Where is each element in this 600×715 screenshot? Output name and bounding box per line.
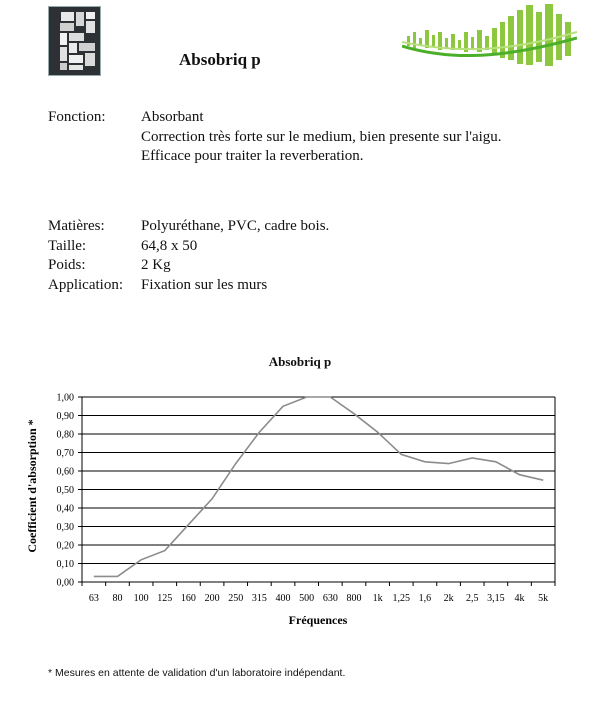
x-tick-label: 630 <box>322 593 338 604</box>
poids-row <box>48 256 171 276</box>
x-tick-label: 5k <box>538 593 549 604</box>
y-tick-label: 0,60 <box>56 466 74 478</box>
fonction-line: Efficace pour traiter la reverberation. <box>141 148 364 164</box>
x-axis-label: Fréquences <box>288 613 348 627</box>
absorption-series-line <box>94 397 543 576</box>
fonction-label: Fonction: <box>48 109 106 125</box>
fonction-description <box>141 108 502 167</box>
x-tick-label: 1,25 <box>392 593 411 604</box>
x-tick-label: 1,6 <box>418 593 432 604</box>
matieres-row <box>48 217 329 237</box>
y-tick-label: 0,80 <box>56 429 74 441</box>
x-tick-label: 500 <box>299 593 315 604</box>
x-tick-label: 160 <box>180 593 196 604</box>
x-tick-label: 125 <box>157 593 173 604</box>
matieres-value: Polyuréthane, PVC, cadre bois. <box>141 218 330 234</box>
green-sound-wave-logo <box>402 2 577 74</box>
y-tick-label: 0,40 <box>56 503 74 515</box>
x-tick-label: 315 <box>251 593 267 604</box>
x-tick-label: 4k <box>514 593 525 604</box>
fonction-line: Correction très forte sur le medium, bien presente sur l'aigu. <box>141 128 502 145</box>
application-value: Fixation sur les murs <box>141 276 268 293</box>
application-label: Application: <box>48 276 123 293</box>
x-tick-label: 800 <box>346 593 362 604</box>
taille-value: 64,8 x 50 <box>141 237 198 254</box>
footnote: * Mesures en attente de validation d'un laboratoire indépendant. <box>48 667 346 679</box>
application-row <box>48 276 267 296</box>
absorption-chart <box>0 370 600 660</box>
y-axis-label: Coefficient d'absorption * <box>25 419 39 553</box>
acoustic-panel-photo <box>48 6 101 76</box>
x-tick-label: 200 <box>204 593 220 604</box>
chart-title: Absobriq p <box>268 354 332 369</box>
x-tick-label: 2,5 <box>465 593 479 604</box>
y-tick-label: 0,00 <box>56 577 74 589</box>
x-tick-label: 80 <box>112 593 123 604</box>
page-title: Absobriq p <box>179 50 261 69</box>
x-tick-label: 3,15 <box>487 593 505 604</box>
y-tick-label: 0,20 <box>56 540 74 552</box>
fonction-row <box>48 108 141 128</box>
taille-label: Taille: <box>48 237 87 254</box>
y-tick-label: 0,90 <box>56 411 74 422</box>
x-tick-label: 250 <box>228 593 244 604</box>
x-tick-label: 400 <box>275 593 291 604</box>
x-tick-label: 2k <box>443 593 454 604</box>
y-tick-label: 1,00 <box>56 392 74 404</box>
matieres-label: Matières: <box>48 218 105 234</box>
x-tick-label: 1k <box>372 593 383 604</box>
y-tick-label: 0,30 <box>56 522 74 533</box>
x-tick-label: 63 <box>88 593 99 604</box>
poids-value: 2 Kg <box>141 257 171 273</box>
taille-row <box>48 237 197 257</box>
poids-label: Poids: <box>48 257 86 273</box>
y-tick-label: 0,50 <box>56 485 74 496</box>
y-tick-label: 0,10 <box>56 559 74 570</box>
x-tick-label: 100 <box>133 593 149 604</box>
fonction-line: Absorbant <box>141 109 204 125</box>
y-tick-label: 0,70 <box>56 448 74 459</box>
